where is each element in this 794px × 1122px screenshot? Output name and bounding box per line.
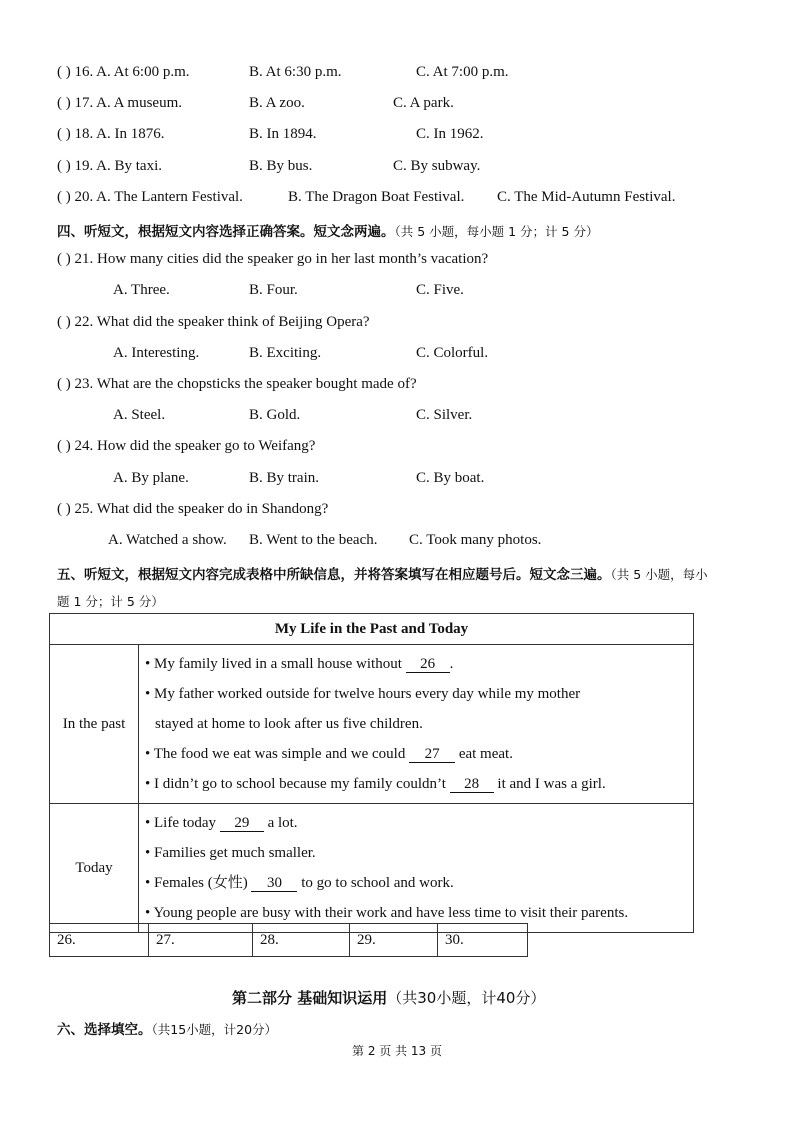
blank-27: 27 [409,746,455,763]
today-row-label: Today [50,804,139,933]
q20-option-c: C. The Mid-Autumn Festival. [497,189,676,205]
q25-option-b: B. Went to the beach. [249,532,378,548]
section-4-note: （共 5 小题，每小题 1 分；计 5 分） [394,224,599,239]
q22-option-c: C. Colorful. [416,345,489,361]
q23-option-b: B. Gold. [249,407,301,423]
answer-cell-29[interactable]: 29. [350,924,438,957]
part-2-heading [232,987,545,1008]
q20-stem: ( ) 20. A. The Lantern Festival. [57,189,243,205]
past-line-5 [145,769,693,799]
q24-option-a: A. By plane. [113,470,189,486]
q23-option-a: A. Steel. [113,407,166,423]
section-5-heading-cont [57,592,164,610]
life-table-title: My Life in the Past and Today [50,614,694,645]
q25-stem: ( ) 25. What did the speaker do in Shandong? [57,501,329,517]
q22-option-a: A. Interesting. [113,345,200,361]
past-row-label: In the past [50,645,139,804]
q21-option-b: B. Four. [249,282,298,298]
today-line-1-end: a lot. [263,815,298,831]
q18-stem: ( ) 18. A. In 1876. [57,126,165,142]
life-table [49,613,694,933]
answer-table [49,923,528,957]
blank-29: 29 [220,815,264,832]
answer-cell-27[interactable]: 27. [149,924,253,957]
past-line-4-end: eat meat. [455,746,513,762]
today-line-3-end: to go to school and work. [297,875,454,891]
q16-option-c: C. At 7:00 p.m. [416,64,509,80]
part-2-note: （共30小题，计40分） [387,989,546,1007]
q25-option-a: A. Watched a show. [108,532,227,548]
today-line-3 [145,868,693,898]
q22-stem: ( ) 22. What did the speaker think of Beijing Opera? [57,314,370,330]
section-5-note-2: 题 1 分；计 5 分） [57,594,164,609]
q20-option-b: B. The Dragon Boat Festival. [288,189,465,205]
today-line-3-text: • Females (女性) [145,875,252,891]
past-line-1-text: • My family lived in a small house without [145,656,406,672]
q19-stem: ( ) 19. A. By taxi. [57,158,162,174]
q17-option-b: B. A zoo. [249,95,305,111]
q19-option-c: C. By subway. [393,158,481,174]
q24-option-c: C. By boat. [416,470,485,486]
section-6-title: 六、选择填空。 [57,1022,152,1038]
part-2-title: 第二部分 基础知识运用 [232,989,388,1007]
blank-28: 28 [450,776,494,793]
today-row-content [139,804,694,933]
q18-option-c: C. In 1962. [416,126,484,142]
q24-option-b: B. By train. [249,470,319,486]
q24-stem: ( ) 24. How did the speaker go to Weifang? [57,438,316,454]
past-line-4 [145,739,693,769]
q16-option-b: B. At 6:30 p.m. [249,64,342,80]
q23-stem: ( ) 23. What are the chopsticks the speaker bought made of? [57,376,417,392]
blank-26: 26 [406,656,450,673]
q21-stem: ( ) 21. How many cities did the speaker go in her last month’s vacation? [57,251,489,267]
q17-option-c: C. A park. [393,95,454,111]
q21-option-a: A. Three. [113,282,170,298]
q22-option-b: B. Exciting. [249,345,322,361]
past-line-4-text: • The food we eat was simple and we could [145,746,410,762]
section-4-heading [57,220,598,240]
q16-stem: ( ) 16. A. At 6:00 p.m. [57,64,190,80]
answer-cell-30[interactable]: 30. [438,924,528,957]
q19-option-b: B. By bus. [249,158,313,174]
today-line-2: • Families get much smaller. [145,845,316,861]
page-footer: 第 2 页 共 13 页 [352,1044,442,1058]
answer-cell-28[interactable]: 28. [253,924,350,957]
past-line-2: • My father worked outside for twelve hours every day while my mother [145,686,581,702]
section-4-title: 四、听短文，根据短文内容选择正确答案。短文念两遍。 [57,224,395,240]
q18-option-b: B. In 1894. [249,126,317,142]
q17-stem: ( ) 17. A. A museum. [57,95,183,111]
past-line-1-end: . [449,656,454,672]
past-line-5-end: it and I was a girl. [493,776,606,792]
blank-30: 30 [251,875,297,892]
section-6-heading [57,1018,277,1038]
past-line-5-text: • I didn’t go to school because my family couldn’t [145,776,450,792]
section-5-title: 五、听短文，根据短文内容完成表格中所缺信息，并将答案填写在相应题号后。短文念三遍。 [57,567,611,583]
past-line-3: stayed at home to look after us five children. [155,716,423,732]
past-row-content [139,645,694,804]
q23-option-c: C. Silver. [416,407,473,423]
q25-option-c: C. Took many photos. [409,532,542,548]
section-5-heading [57,563,708,583]
section-6-note: （共15小题，计20分） [151,1022,278,1037]
today-line-1-text: • Life today [145,815,220,831]
today-line-4: • Young people are busy with their work and have less time to visit their parents. [145,905,629,921]
section-5-note-1: （共 5 小题，每小 [610,567,708,582]
today-line-1 [145,808,693,838]
answer-cell-26[interactable]: 26. [50,924,149,957]
q21-option-c: C. Five. [416,282,464,298]
past-line-1 [145,649,693,679]
